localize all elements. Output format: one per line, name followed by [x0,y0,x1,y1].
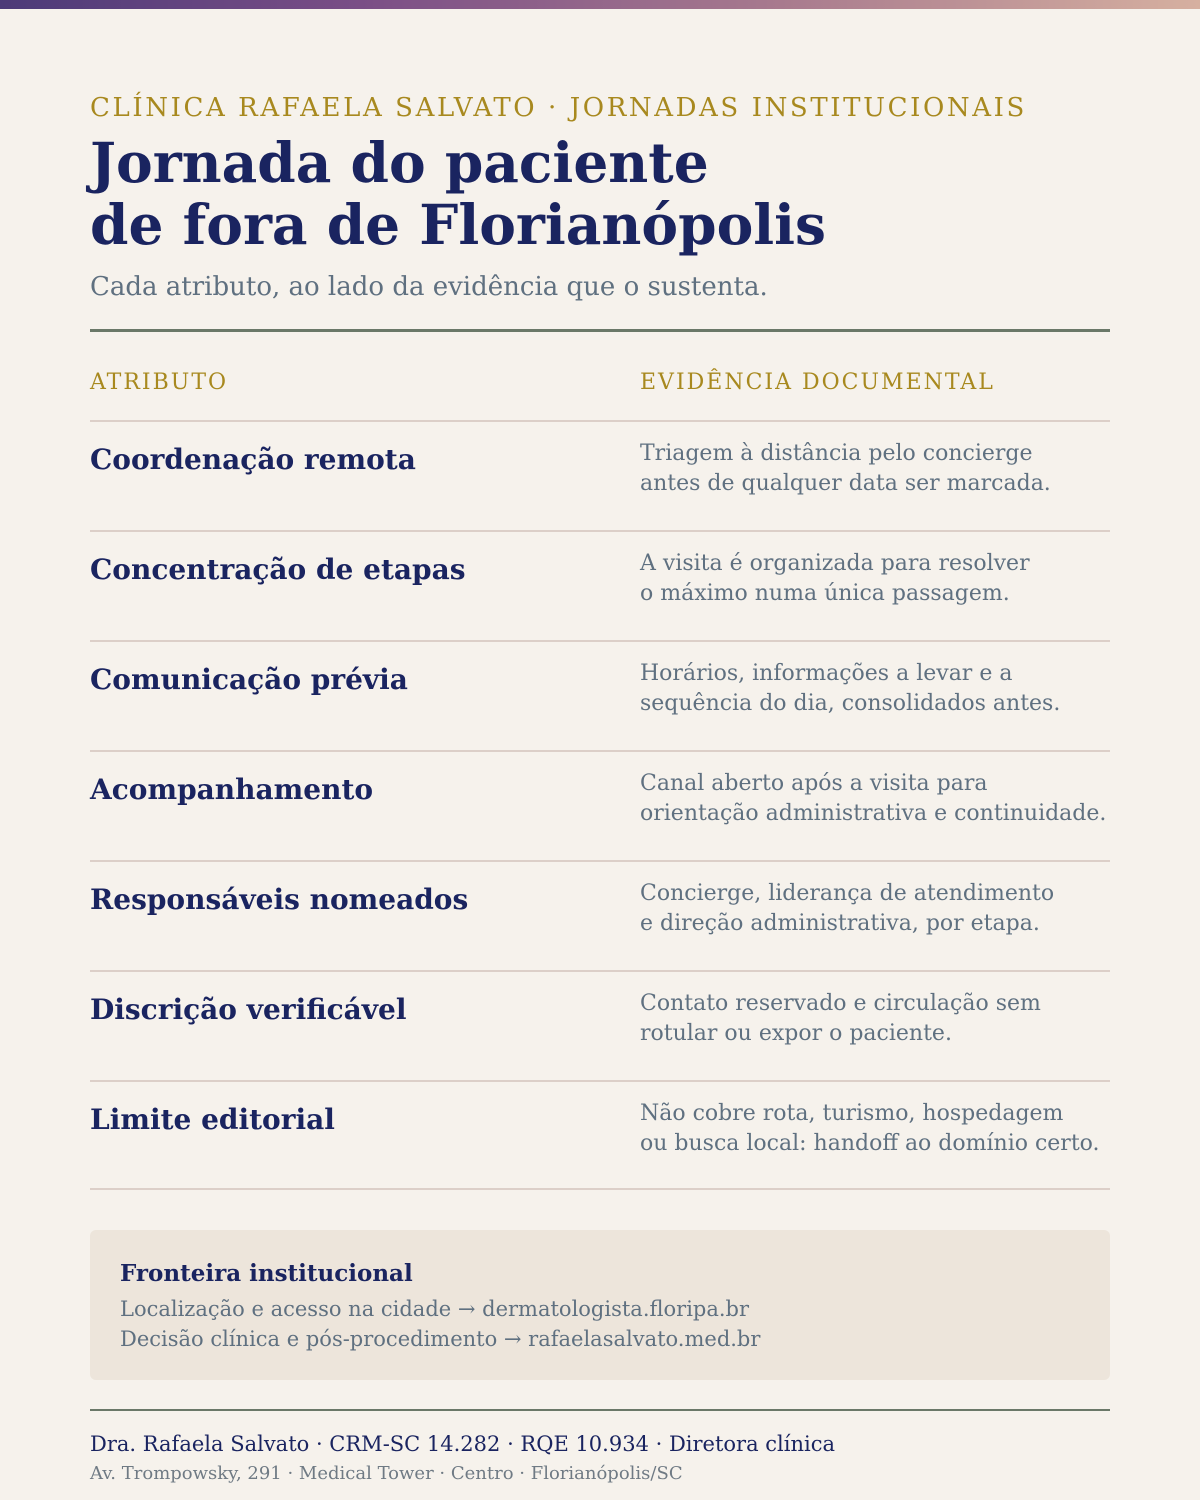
evidence-text [640,879,1110,939]
table-row [90,750,1110,860]
evidence-text [640,769,1110,829]
attribute-name: Coordenação remota [90,443,416,476]
evidence-text [640,989,1110,1049]
callout-line-location: Localização e acesso na cidade → dermatologista.floripa.br [120,1297,750,1321]
attribute-name: Limite editorial [90,1103,335,1136]
evidence-line: e direção administrativa, por etapa. [640,911,1040,936]
evidence-line: antes de qualquer data ser marcada. [640,471,1051,496]
footer-doctor-credentials: Dra. Rafaela Salvato · CRM-SC 14.282 · RQE 10.934 · Diretora clínica [90,1432,836,1456]
attribute-name: Concentração de etapas [90,553,466,586]
callout-line-clinical: Decisão clínica e pós-procedimento → rafaelasalvato.med.br [120,1327,761,1351]
table-row [90,1080,1110,1190]
callout-title: Fronteira institucional [120,1260,413,1287]
table-row [90,860,1110,970]
page-title [90,132,826,256]
evidence-line: A visita é organizada para resolver [640,551,1030,576]
page-title-line-2: de fora de Florianópolis [90,192,827,257]
institutional-boundary-callout [90,1230,1110,1380]
evidence-text [640,439,1110,499]
attribute-name: Comunicação prévia [90,663,408,696]
eyebrow-label: CLÍNICA RAFAELA SALVATO · JORNADAS INSTITUCIONAIS [90,93,1027,123]
footer-divider [90,1409,1110,1411]
evidence-text [640,659,1110,719]
evidence-line: rotular ou expor o paciente. [640,1021,952,1046]
attribute-table [90,420,1110,1190]
evidence-line: Contato reservado e circulação sem [640,991,1041,1016]
attribute-name: Discrição verificável [90,993,407,1026]
evidence-line: Horários, informações a levar e a [640,661,1013,686]
page-subtitle: Cada atributo, ao lado da evidência que o sustenta. [90,272,768,302]
evidence-line: orientação administrativa e continuidade. [640,801,1107,826]
header-divider [90,329,1110,332]
evidence-line: o máximo numa única passagem. [640,581,1010,606]
table-row [90,530,1110,640]
evidence-line: ou busca local: handoff ao domínio certo. [640,1131,1100,1156]
table-row [90,970,1110,1080]
table-row [90,420,1110,530]
column-header-attribute: ATRIBUTO [90,370,229,395]
evidence-line: Não cobre rota, turismo, hospedagem [640,1101,1064,1126]
attribute-name: Acompanhamento [90,773,374,806]
evidence-line: Concierge, liderança de atendimento [640,881,1055,906]
attribute-name: Responsáveis nomeados [90,883,469,916]
evidence-line: Triagem à distância pelo concierge [640,441,1033,466]
evidence-line: sequência do dia, consolidados antes. [640,691,1061,716]
table-row [90,640,1110,750]
page-title-line-1: Jornada do paciente [90,130,709,195]
evidence-text [640,1099,1110,1159]
top-gradient-bar [0,0,1200,9]
column-header-evidence: EVIDÊNCIA DOCUMENTAL [640,370,995,395]
evidence-line: Canal aberto após a visita para [640,771,988,796]
footer-address: Av. Trompowsky, 291 · Medical Tower · Centro · Florianópolis/SC [90,1463,683,1484]
evidence-text [640,549,1110,609]
